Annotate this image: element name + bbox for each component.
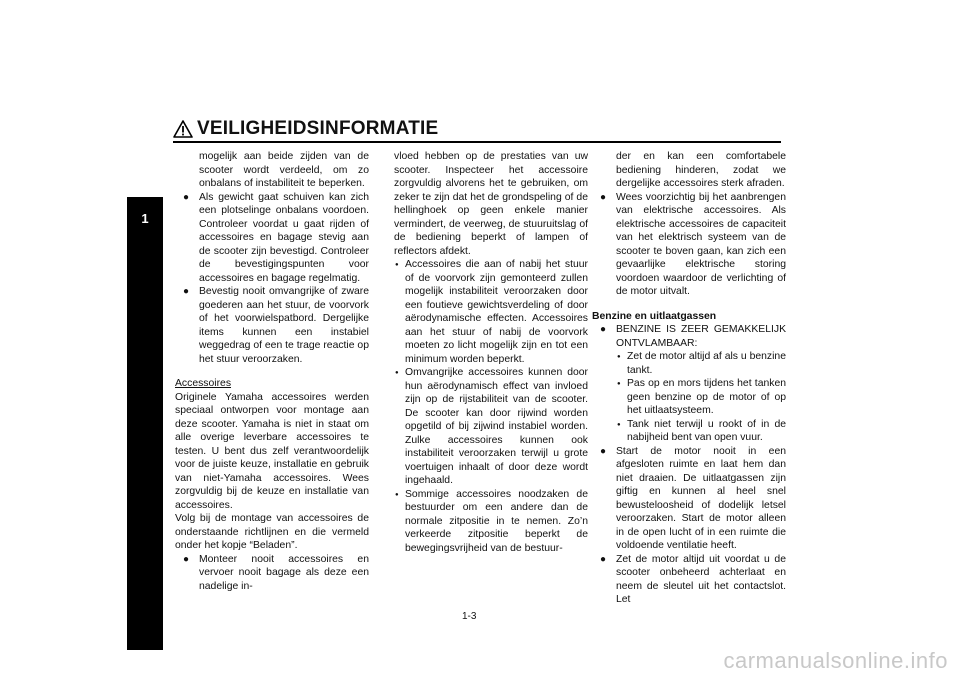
paragraph: mogelijk aan beide zijden van de scooter wordt verdeeld, om zo onbalans of instabiliteit te beperken.	[199, 151, 369, 189]
list-item: ● Accessoires die aan of nabij het stuur of de voorvork zijn gemonteerd zullen mogelijk instabiliteit veroorzaken door een foutieve gewichtsverdeling of door aërodynamische effecten. Accessoires aan het stuur of nabij de voorvork moeten zo licht mogelijk zijn en tot een minimum worden beperkt.	[394, 258, 588, 366]
page-title: VEILIGHEIDSINFORMATIE	[197, 118, 439, 139]
list-item: ● Start de motor nooit in een afgesloten ruimte en laat hem dan niet draaien. De uitlaatgassen zijn giftig en kunnen al heel snel bewusteloosheid of dodelijk letsel veroorzaken. Start de motor alleen in de open lucht of in een ruimte die voldoende ventilatie heeft.	[592, 445, 786, 553]
list-item: ● Zet de motor altijd af als u benzine tankt.	[616, 350, 786, 377]
bullet-list	[592, 323, 786, 350]
bullet-list	[592, 445, 786, 607]
bullet-list	[175, 191, 369, 367]
paragraph: vloed hebben op de prestaties van uw scooter. Inspecteer het accessoire zorgvuldig alvorens het te gebruiken, om zeker te zijn dat het de grondspeling of de hellinghoek op geen enkele manier vermindert, de veerweg, de stuuruitslag of de bediening beperkt of lampen of reflectors afdekt.	[394, 151, 588, 257]
chapter-number: 1	[141, 211, 149, 226]
list-item: ● Bevestig nooit omvangrijke of zware goederen aan het stuur, de voorvork of het voorwielspatbord. Dergelijke items kunnen een instabiel weggedrag of een te trage reactie op het stuur veroorzaken.	[175, 285, 369, 366]
list-item: ● Monteer nooit accessoires en vervoer nooit bagage als deze een nadelige in-	[175, 553, 369, 594]
text-column-2	[394, 150, 588, 555]
list-item: ● BENZINE IS ZEER GEMAKKELIJK ONTVLAMBAAR:	[592, 323, 786, 350]
text-column-3	[592, 150, 786, 607]
warning-triangle-icon	[173, 120, 193, 138]
section-heading-accessoires: Accessoires	[175, 378, 232, 389]
list-item: ● Pas op en mors tijdens het tanken geen benzine op de motor of op het uitlaatsysteem.	[616, 377, 786, 418]
text-column-1	[175, 150, 369, 593]
bullet-list	[592, 191, 786, 299]
paragraph: der en kan een comfortabele bediening hinderen, zodat we dergelijke accessoires sterk afraden.	[616, 151, 786, 189]
list-item: ● Tank niet terwijl u rookt of in de nabijheid bent van open vuur.	[616, 418, 786, 445]
sub-bullet-list	[592, 350, 786, 445]
list-item: ● Wees voorzichtig bij het aanbrengen van elektrische accessoires. Als elektrische accessoires de capaciteit van het elektrisch systeem van de scooter te boven gaan, kan zich een gevaarlijke elektrische storing voordoen waardoor de verlichting of de motor uitvalt.	[592, 191, 786, 299]
page-number: 1-3	[462, 611, 477, 622]
chapter-tab	[127, 197, 163, 650]
header-rule	[173, 141, 781, 143]
list-item: ● Sommige accessoires noodzaken de bestuurder om een andere dan de normale zitpositie in te nemen. Zo’n verkeerde zitpositie beperkt de bewegingsvrijheid van de bestuur-	[394, 488, 588, 556]
paragraph: Volg bij de montage van accessoires de onderstaande richtlijnen en die vermeld onder het kopje “Beladen”.	[175, 513, 369, 551]
list-item: ● Als gewicht gaat schuiven kan zich een plotselinge onbalans voordoen. Controleer voordat u gaat rijden of accessoires en bagage stevig aan de scooter zijn bevestigd. Controleer de bevestigingspunten voor accessoires en bagage regelmatig.	[175, 191, 369, 286]
list-item: ● Zet de motor altijd uit voordat u de scooter onbeheerd achterlaat en neem de sleutel uit het contactslot. Let	[592, 553, 786, 607]
list-item: ● Omvangrijke accessoires kunnen door hun aërodynamisch effect van invloed zijn op de rijstabiliteit van de scooter. De scooter kan door rijwind worden opgetild of bij zijwind instabiel worden. Zulke accessoires kunnen ook instabiliteit veroorzaken terwijl u grote voertuigen inhaalt of door deze wordt ingehaald.	[394, 366, 588, 488]
watermark: carmanualsonline.info	[723, 648, 948, 673]
paragraph: Originele Yamaha accessoires werden speciaal ontworpen voor montage aan deze scooter. Yamaha is niet in staat om alle overige leverbare accessoires te testen. U bent dus zelf verantwoordelijk voor de juiste keuze, installatie en gebruik van niet-Yamaha accessoires. Wees zorgvuldig bij de keuze en installatie van accessoires.	[175, 391, 369, 511]
bullet-list	[175, 553, 369, 594]
section-heading-benzine: Benzine en uitlaatgassen	[592, 310, 717, 322]
sub-bullet-list	[394, 258, 588, 555]
